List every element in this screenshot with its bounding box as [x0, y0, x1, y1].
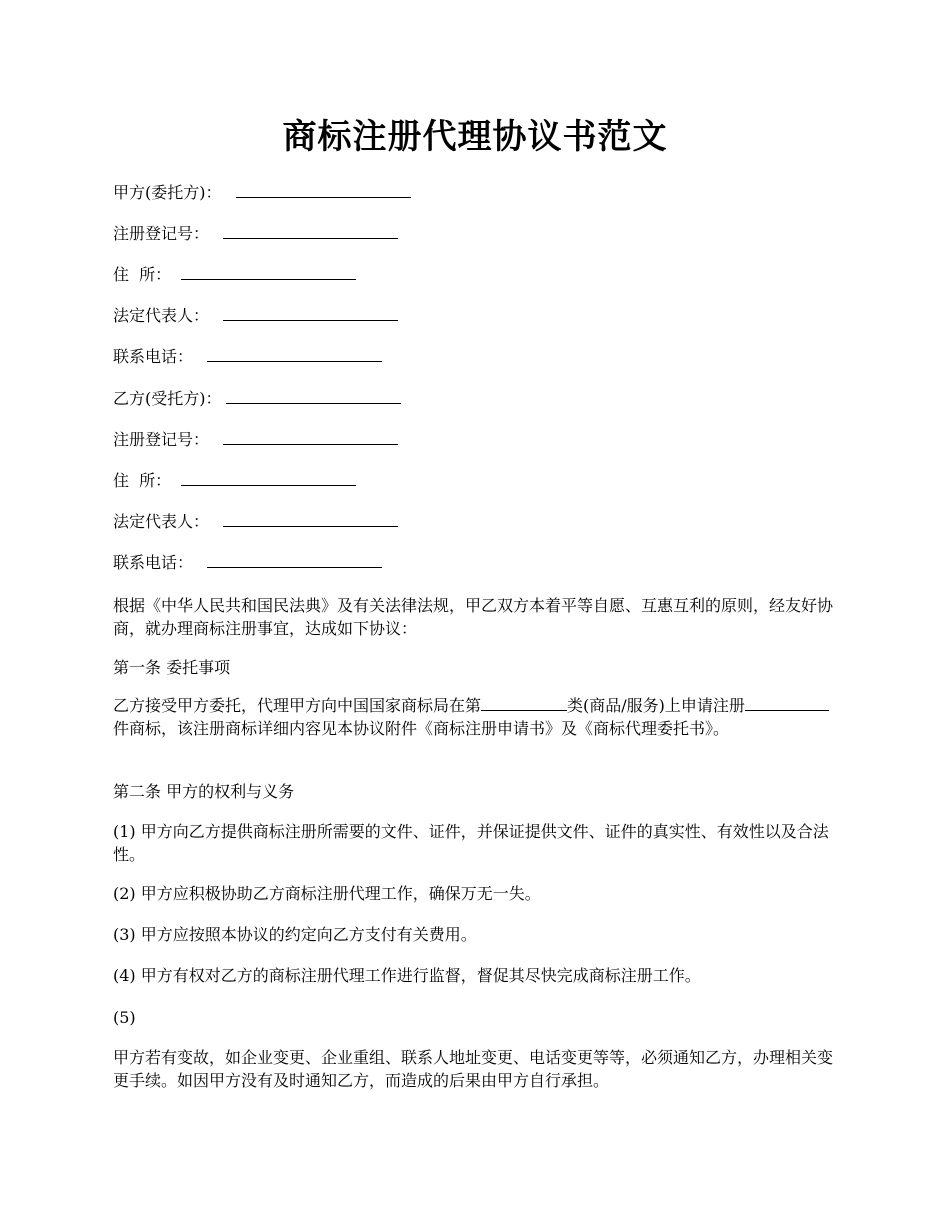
- party-a-reg-no-label: 注册登记号：: [113, 224, 210, 243]
- party-a-phone-line: [113, 345, 382, 369]
- party-b-label: 乙方(受托方)：: [113, 389, 222, 408]
- party-b-reg-no-label: 注册登记号：: [113, 430, 210, 449]
- party-a-phone-blank: [207, 346, 382, 362]
- party-a-reg-no-blank: [223, 223, 398, 239]
- party-b-blank: [226, 388, 401, 404]
- article-2-item-5-text: 甲方若有变故，如企业变更、企业重组、联系人地址变更、电话变更等等，必须通知乙方，办理相关变更手续。如因甲方没有及时通知乙方，而造成的后果由甲方自行承担。: [113, 1048, 834, 1090]
- article-2-item-1: (1) 甲方向乙方提供商标注册所需要的文件、证件，并保证提供文件、证件的真实性、有效性以及合法性。: [113, 822, 829, 864]
- article-1-text-a: 乙方接受甲方委托，代理甲方向中国国家商标局在第: [113, 696, 482, 715]
- party-b-legal-rep-blank: [223, 511, 398, 527]
- party-a-line: [113, 181, 411, 205]
- article-1-title: 第一条 委托事项: [113, 658, 231, 677]
- party-a-label: 甲方(委托方)：: [113, 183, 222, 202]
- party-b-legal-rep-label: 法定代表人：: [113, 512, 210, 531]
- party-b-line: [113, 387, 401, 411]
- party-a-phone-label: 联系电话：: [113, 347, 194, 366]
- class-number-blank: [481, 696, 567, 711]
- party-b-reg-no-line: [113, 428, 398, 452]
- trademark-count-blank: [745, 696, 829, 711]
- article-1-paragraph: [113, 694, 843, 740]
- party-b-phone-line: [113, 551, 382, 575]
- party-a-legal-rep-blank: [223, 305, 398, 321]
- party-b-reg-no-blank: [223, 429, 398, 445]
- article-2-title: 第二条 甲方的权利与义务: [113, 782, 295, 801]
- party-a-legal-rep-label: 法定代表人：: [113, 306, 210, 325]
- party-a-address-blank: [181, 264, 356, 280]
- party-a-reg-no-line: [113, 222, 398, 246]
- article-1-text-c: 件商标，该注册商标详细内容见本协议附件《商标注册申请书》及《商标代理委托书》。: [113, 719, 730, 738]
- party-b-phone-label: 联系电话：: [113, 553, 194, 572]
- party-a-blank: [236, 182, 411, 198]
- party-b-address-blank: [181, 470, 356, 486]
- party-b-address-line: [113, 469, 356, 493]
- article-2-item-5-label: (5): [113, 1008, 136, 1027]
- article-2-item-3: (3) 甲方应按照本协议的约定向乙方支付有关费用。: [113, 925, 477, 944]
- article-1-text-b: 类(商品/服务)上申请注册: [567, 696, 745, 715]
- article-2-item-2: (2) 甲方应积极协助乙方商标注册代理工作，确保万无一失。: [113, 884, 541, 903]
- party-a-address-label: 住 所：: [113, 265, 172, 284]
- document-title: 商标注册代理协议书范文: [282, 117, 668, 157]
- party-b-legal-rep-line: [113, 510, 398, 534]
- party-a-legal-rep-line: [113, 304, 398, 328]
- party-b-phone-blank: [207, 552, 382, 568]
- intro-paragraph: 根据《中华人民共和国民法典》及有关法律法规，甲乙双方本着平等自愿、互惠互利的原则，经友好协商，就办理商标注册事宜，达成如下协议：: [113, 596, 834, 638]
- party-b-address-label: 住 所：: [113, 471, 172, 490]
- party-a-address-line: [113, 263, 356, 287]
- article-2-item-4: (4) 甲方有权对乙方的商标注册代理工作进行监督，督促其尽快完成商标注册工作。: [113, 966, 701, 985]
